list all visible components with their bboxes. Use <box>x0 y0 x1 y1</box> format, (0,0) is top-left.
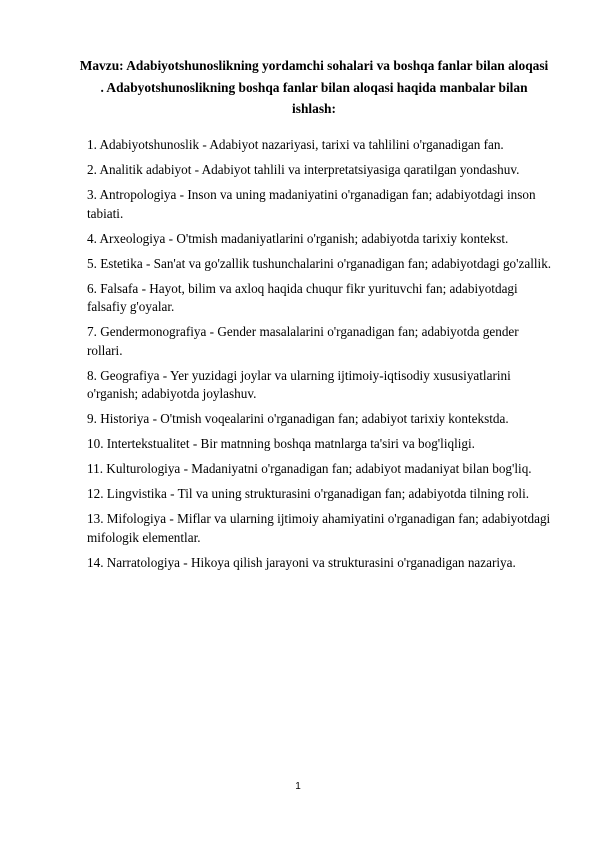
list-item: 13. Mifologiya - Miflar va ularning ijtimoiy ahamiyatini o'rganadigan fan; adabiyotdagi mifologik elementlar. <box>87 511 551 545</box>
list-item: 7. Gendermonografiya - Gender masalalarini o'rganadigan fan; adabiyotda gender rollari. <box>87 324 519 358</box>
list-item: 5. Estetika - San'at va go'zallik tushunchalarini o'rganadigan fan; adabiyotdagi go'zallik. <box>87 255 552 271</box>
list-item: 10. Intertekstualitet - Bir matnning boshqa matnlarga ta'siri va bog'liqligi. <box>87 436 475 451</box>
list-item: 14. Narratologiya - Hikoya qilish jarayoni va strukturasini o'rganadigan nazariya. <box>87 554 516 570</box>
list-item: 6. Falsafa - Hayot, bilim va axloq haqida chuqur fikr yurituvchi fan; adabiyotdagi falsafiy g'oyalar. <box>87 280 518 314</box>
document-title: Mavzu: Adabiyotshunoslikning yordamchi sohalari va boshqa fanlar bilan aloqasi . Adabyotshunoslikning boshqa fanlar bilan aloqasi haqida manbalar bilan ishlash: <box>79 58 549 116</box>
page-number: 1 <box>295 781 301 792</box>
list-item: 3. Antropologiya - Inson va uning madaniyatini o'rganadigan fan; adabiyotdagi inson tabiati. <box>87 187 536 221</box>
list-item: 12. Lingvistika - Til va uning strukturasini o'rganadigan fan; adabiyotda tilning roli. <box>87 486 530 501</box>
discipline-list <box>87 136 557 579</box>
list-item: 4. Arxeologiya - O'tmish madaniyatlarini o'rganish; adabiyotda tarixiy kontekst. <box>87 230 509 246</box>
list-item: 9. Historiya - O'tmish voqealarini o'rganadigan fan; adabiyot tarixiy kontekstda. <box>87 411 509 426</box>
list-item: 1. Adabiyotshunoslik - Adabiyot nazariyasi, tarixi va tahlilini o'rganadigan fan. <box>87 137 504 152</box>
list-item: 2. Analitik adabiyot - Adabiyot tahlili va interpretatsiyasiga qaratilgan yondashuv. <box>87 162 520 177</box>
list-item: 8. Geografiya - Yer yuzidagi joylar va ularning ijtimoiy-iqtisodiy xususiyatlarini o'rganish; adabiyotda joylashuv. <box>87 367 511 401</box>
list-item: 11. Kulturologiya - Madaniyatni o'rganadigan fan; adabiyot madaniyat bilan bog'liq. <box>87 461 532 476</box>
